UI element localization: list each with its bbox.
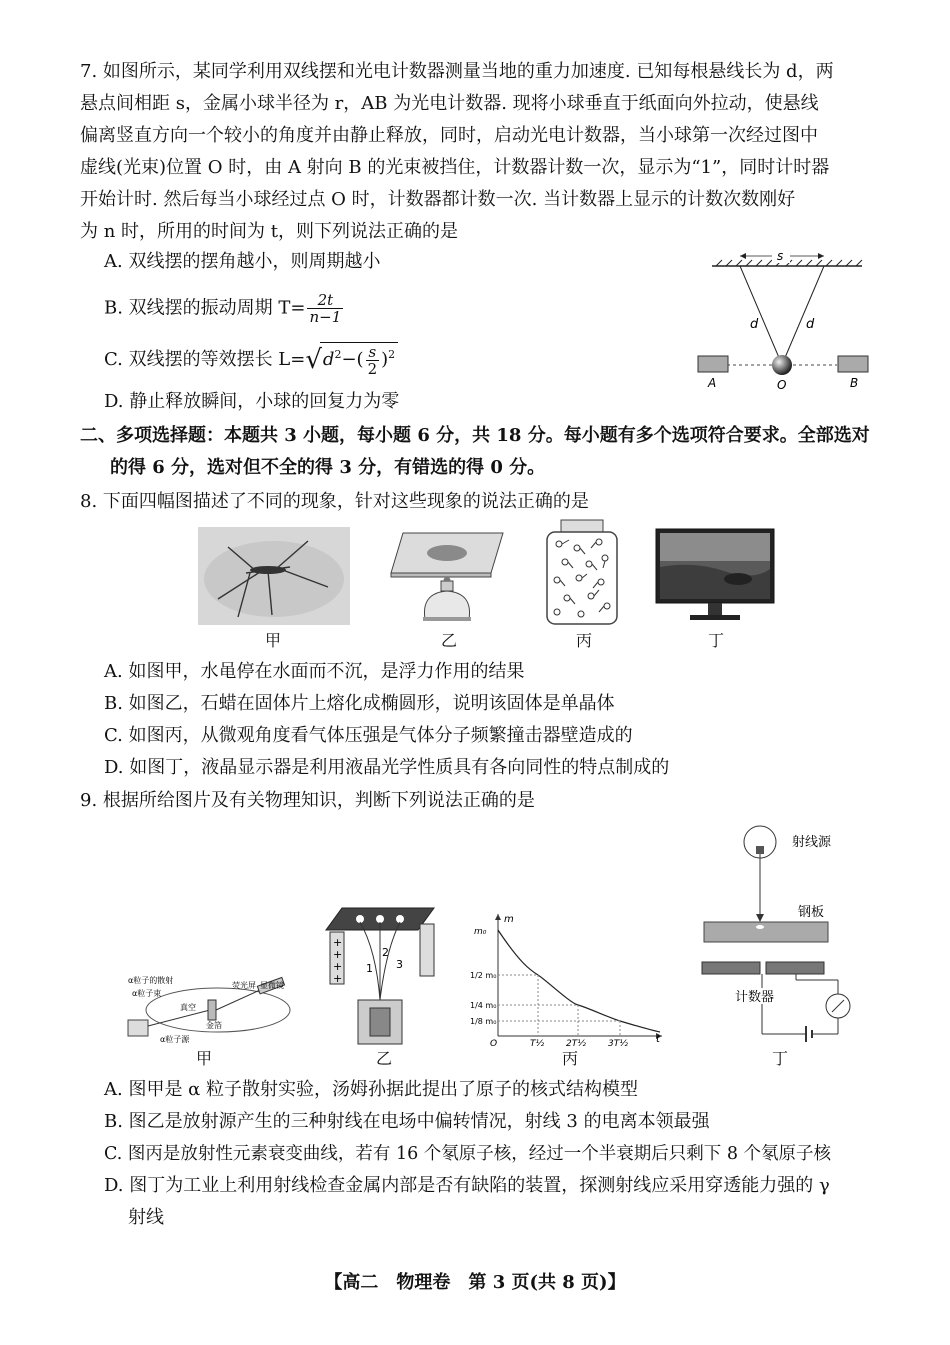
wax-melting-image [383,527,511,625]
label-o: O [777,378,787,392]
q9-option-c: C. 图丙是放射性元素衰变曲线，若有 16 个氡原子核，经过一个半衰期后只剩下 8 个氡原子核 [104,1144,832,1164]
decay-curve-figure [470,908,670,1046]
q7-c-minus: −( [341,349,364,370]
q7-option-b-den: n−1 [309,308,342,326]
q7-option-a: A. 双线摆的摆角越小，则周期越小 [104,251,381,272]
q7-c-fraction [366,344,380,377]
label-a: A [708,376,717,390]
right-string [784,266,824,360]
q7-line-5: 开始计时. 然后每当小球经过点 O 时，计数器都计数一次. 当计数器上显示的计数次数刚好 [80,189,796,210]
sqrt-sign-icon: √ [305,345,322,375]
yi-ray-1: 1 [366,962,373,975]
ding-label-steel: 钢板 [798,905,825,920]
section-2-heading-line-2: 的得 6 分，选对但不全的得 3 分，有错选的得 0 分。 [110,457,546,478]
lcd-monitor-image [654,527,776,625]
y-label-quarter: 1/4 m₀ [470,1001,497,1010]
d-right-label: d [806,317,815,332]
counter-plate-left [702,962,760,974]
jia-label-microscope: 显微镜 [260,981,284,990]
q7-line-4: 虚线(光束)位置 O 时，由 A 射向 B 的光束被挡住，计数器计数一次，显示为“1”，同时计时器 [80,157,830,178]
q9-caption-ding: 丁 [772,1049,789,1068]
q9-option-d-line-1: D. 图丁为工业上利用射线检查金属内部是否有缺陷的装置，探测射线应采用穿透能力强的 γ [104,1175,830,1196]
water-strider-image [198,527,350,625]
yi-ray-3: 3 [396,958,403,971]
jia-label-screen: 荧光屏 [232,981,256,990]
q8-option-b: B. 如图乙，石蜡在固体片上熔化成椭圆形，说明该固体是单晶体 [104,693,615,714]
y-label-half: 1/2 m₀ [470,971,497,980]
q7-option-d: D. 静止释放瞬间，小球的回复力为零 [104,391,400,412]
y-label-eighth: 1/8 m₀ [470,1017,497,1026]
q7-option-c-radicand [320,342,398,377]
q7-line-1: 7. 如图所示，某同学利用双线摆和光电计数器测量当地的重力加速度. 已知每根悬线长为 d，两 [80,61,834,82]
y-axis-arrow-icon [495,914,501,920]
bifilar-pendulum-figure [692,248,882,398]
s-arrow-left-icon [740,253,746,259]
q7-c-den: 2 [367,359,378,378]
jia-label-beam: α粒子束 [132,989,162,998]
q7-c-num: s [366,344,380,361]
q9-caption-jia: 甲 [196,1049,213,1068]
q7-option-c-prefix: C. 双线摆的等效摆长 L= [104,349,306,370]
q7-option-c [104,342,398,377]
ray-arrow-icon [756,914,764,922]
jia-label-vacuum: 真空 [180,1003,196,1012]
q9-option-d-line-2: 射线 [128,1207,164,1228]
q9-option-a: A. 图甲是 α 粒子散射实验，汤姆孙据此提出了原子的核式结构模型 [104,1079,639,1100]
page-footer: 【高二 物理卷 第 3 页(共 8 页)】 [324,1272,626,1293]
x-label-t2: 2T½ [566,1039,586,1046]
jia-label-source: α粒子源 [160,1035,190,1044]
s-arrow-right-icon [818,253,824,259]
q7-line-3: 偏离竖直方向一个较小的角度并由静止释放，同时，启动光电计数器，当小球第一次经过图中 [80,125,818,146]
yi-plus-4: + [333,972,343,985]
label-b: B [850,376,859,390]
q7-c-close: ) [381,349,389,370]
q7-line-6: 为 n 时，所用的时间为 t，则下列说法正确的是 [80,221,458,242]
origin-label: O [490,1039,498,1046]
metal-ball [772,355,792,375]
yi-plus-1: + [333,936,343,949]
q8-option-d: D. 如图丁，液晶显示器是利用液晶光学性质具有各向同性的特点制成的 [104,757,670,778]
sensor-b [838,356,868,372]
sensor-a [698,356,728,372]
ding-label-source: 射线源 [792,835,832,850]
ding-label-counter: 计数器 [735,990,775,1005]
q8-caption-yi: 乙 [441,631,458,650]
q8-option-a: A. 如图甲，水黾停在水面而不沉，是浮力作用的结果 [104,661,525,682]
q7-option-b-fraction [307,292,343,325]
q8-option-c: C. 如图丙，从微观角度看气体压强是气体分子频繁撞击器壁造成的 [104,725,633,746]
q9-option-b: B. 图乙是放射源产生的三种射线在电场中偏转情况，射线 3 的电离本领最强 [104,1111,710,1132]
q7-c-d: d [322,349,335,370]
q8-caption-bing: 丙 [576,631,593,650]
q7-option-b-prefix: B. 双线摆的振动周期 T= [104,297,306,319]
y-label-m0: m₀ [474,927,487,937]
jia-label-scatter: α粒子的散射 [128,976,174,985]
flaw-detection-figure [698,820,863,1048]
x-label-t3: 3T½ [608,1039,628,1046]
q7-c-exp2: 2 [388,348,396,361]
q8-stem: 8. 下面四幅图描述了不同的现象，针对这些现象的说法正确的是 [80,491,589,512]
steel-plate [704,922,828,942]
x-axis-label: t [656,1034,660,1045]
q8-caption-ding: 丁 [708,631,725,650]
yi-plus-3: + [333,960,343,973]
alpha-scattering-figure [120,966,295,1046]
q9-caption-bing: 丙 [562,1049,579,1068]
left-string [740,266,780,360]
q9-stem: 9. 根据所给图片及有关物理知识，判断下列说法正确的是 [80,790,535,811]
y-axis-label: m [504,914,514,925]
section-2-heading-line-1: 二、多项选择题：本题共 3 小题，每小题 6 分，共 18 分。每小题有多个选项符合要求。全部选对 [80,425,870,446]
d-left-label: d [750,317,759,332]
yi-plus-2: + [333,948,343,961]
q7-line-2: 悬点间相距 s，金属小球半径为 r，AB 为光电计数器. 现将小球垂直于纸面向外拉动，使悬线 [80,93,819,114]
radiation-deflection-figure [322,900,442,1048]
q7-option-b [104,292,345,325]
s-label: s [777,249,784,263]
gas-molecules-jar-image [543,518,621,626]
q9-caption-yi: 乙 [376,1049,393,1068]
guide-lines [498,975,620,1036]
jia-label-foil: 金箔 [206,1021,222,1030]
q7-c-exp1: 2 [334,348,342,361]
decay-curve [498,930,660,1032]
x-label-t1: T½ [530,1039,545,1046]
counter-plate-right [766,962,824,974]
q7-option-b-num: 2t [307,292,343,309]
yi-ray-2: 2 [382,946,389,959]
q8-caption-jia: 甲 [265,631,282,650]
